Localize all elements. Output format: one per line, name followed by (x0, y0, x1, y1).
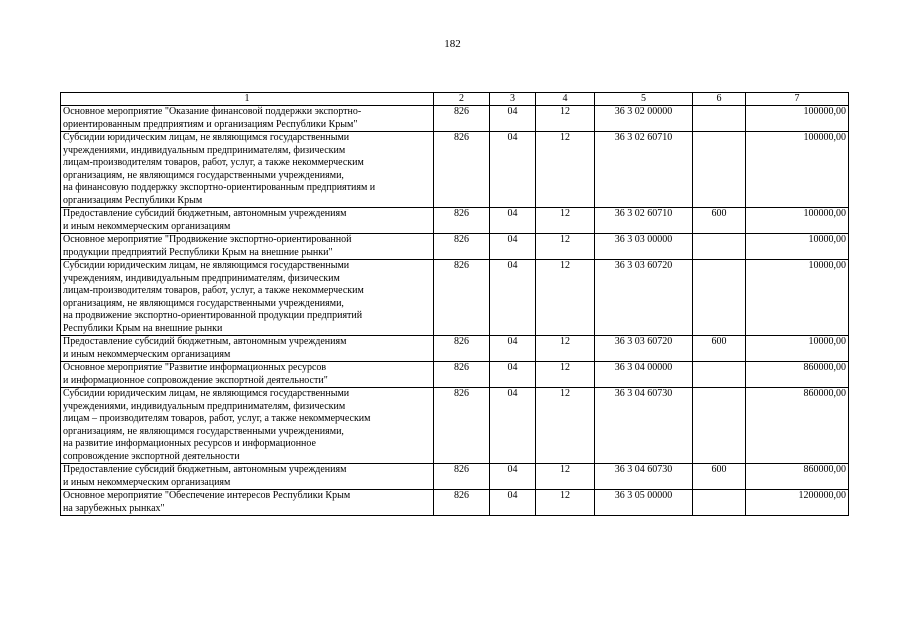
section-code-cell: 04 (490, 234, 536, 260)
amount-cell: 10000,00 (746, 336, 849, 362)
table-row (61, 234, 849, 260)
row-name-cell: Субсидии юридическим лицам, не являющимся государственными учреждениями, индивидуальным предпринимателям, физическим лицам – производителям товаров, работ, услуг, а также некоммерческим организациям, не являющимся государственными учреждениями, на развитие информационных ресурсов и информационное сопровождение экспортной деятельности (61, 388, 434, 464)
column-header: 7 (746, 93, 849, 106)
expense-type-cell (693, 490, 746, 516)
row-name-cell: Основное мероприятие "Продвижение экспортно-ориентированной продукции предприятий Республики Крым на внешние рынки" (61, 234, 434, 260)
page-number: 182 (444, 38, 461, 50)
table-row (61, 208, 849, 234)
ministry-code-cell: 826 (434, 490, 490, 516)
row-name-cell: Основное мероприятие "Обеспечение интересов Республики Крым на зарубежных рынках" (61, 490, 434, 516)
section-code-cell: 04 (490, 362, 536, 388)
row-name-cell: Предоставление субсидий бюджетным, автономным учреждениям и иным некоммерческим организациям (61, 208, 434, 234)
column-header: 6 (693, 93, 746, 106)
column-header: 3 (490, 93, 536, 106)
subsection-code-cell: 12 (536, 208, 595, 234)
ministry-code-cell: 826 (434, 464, 490, 490)
ministry-code-cell: 826 (434, 208, 490, 234)
subsection-code-cell: 12 (536, 388, 595, 464)
amount-cell: 860000,00 (746, 464, 849, 490)
amount-cell: 10000,00 (746, 260, 849, 336)
ministry-code-cell: 826 (434, 132, 490, 208)
target-article-cell: 36 3 03 60720 (595, 260, 693, 336)
target-article-cell: 36 3 04 00000 (595, 362, 693, 388)
subsection-code-cell: 12 (536, 234, 595, 260)
expense-type-cell: 600 (693, 208, 746, 234)
budget-table (60, 92, 849, 516)
row-name-cell: Предоставление субсидий бюджетным, автономным учреждениям и иным некоммерческим организациям (61, 464, 434, 490)
row-name-cell: Основное мероприятие "Развитие информационных ресурсов и информационное сопровождение экспортной деятельности" (61, 362, 434, 388)
target-article-cell: 36 3 04 60730 (595, 388, 693, 464)
row-name-cell: Субсидии юридическим лицам, не являющимся государственными учреждениям, индивидуальным предпринимателям, физическим лицам-производителям товаров, работ, услуг, а также некоммерческим организациям, не являющимся государственными учреждениями, на продвижение экспортно-ориентированной продукции предприятий Республики Крым на внешние рынки (61, 260, 434, 336)
expense-type-cell: 600 (693, 336, 746, 362)
section-code-cell: 04 (490, 388, 536, 464)
subsection-code-cell: 12 (536, 490, 595, 516)
row-name-cell: Предоставление субсидий бюджетным, автономным учреждениям и иным некоммерческим организациям (61, 336, 434, 362)
row-name-cell: Основное мероприятие "Оказание финансовой поддержки экспортно- ориентированным предприятиям и организациям Республики Крым" (61, 106, 434, 132)
amount-cell: 100000,00 (746, 208, 849, 234)
target-article-cell: 36 3 02 00000 (595, 106, 693, 132)
expense-type-cell (693, 234, 746, 260)
section-code-cell: 04 (490, 490, 536, 516)
table-header-row (61, 93, 849, 106)
column-header: 1 (61, 93, 434, 106)
amount-cell: 1200000,00 (746, 490, 849, 516)
section-code-cell: 04 (490, 260, 536, 336)
row-name-cell: Субсидии юридическим лицам, не являющимся государственными учреждениями, индивидуальным предпринимателям, физическим лицам-производителям товаров, работ, услуг, а также некоммерческим организациям, не являющимся государственными учреждениями, на финансовую поддержку экспортно-ориентированным предприятиям и организациям Республики Крым (61, 132, 434, 208)
expense-type-cell (693, 260, 746, 336)
target-article-cell: 36 3 03 60720 (595, 336, 693, 362)
section-code-cell: 04 (490, 464, 536, 490)
table-row (61, 336, 849, 362)
subsection-code-cell: 12 (536, 362, 595, 388)
subsection-code-cell: 12 (536, 260, 595, 336)
subsection-code-cell: 12 (536, 132, 595, 208)
expense-type-cell: 600 (693, 464, 746, 490)
amount-cell: 100000,00 (746, 132, 849, 208)
ministry-code-cell: 826 (434, 388, 490, 464)
ministry-code-cell: 826 (434, 260, 490, 336)
column-header: 2 (434, 93, 490, 106)
table-body (61, 106, 849, 516)
column-header: 5 (595, 93, 693, 106)
amount-cell: 860000,00 (746, 388, 849, 464)
expense-type-cell (693, 106, 746, 132)
amount-cell: 860000,00 (746, 362, 849, 388)
subsection-code-cell: 12 (536, 464, 595, 490)
ministry-code-cell: 826 (434, 336, 490, 362)
ministry-code-cell: 826 (434, 362, 490, 388)
target-article-cell: 36 3 03 00000 (595, 234, 693, 260)
section-code-cell: 04 (490, 132, 536, 208)
amount-cell: 10000,00 (746, 234, 849, 260)
table-row (61, 464, 849, 490)
table-row (61, 260, 849, 336)
expense-type-cell (693, 132, 746, 208)
table-row (61, 106, 849, 132)
column-header: 4 (536, 93, 595, 106)
target-article-cell: 36 3 02 60710 (595, 208, 693, 234)
table-row (61, 362, 849, 388)
expense-type-cell (693, 388, 746, 464)
amount-cell: 100000,00 (746, 106, 849, 132)
subsection-code-cell: 12 (536, 336, 595, 362)
section-code-cell: 04 (490, 336, 536, 362)
ministry-code-cell: 826 (434, 234, 490, 260)
section-code-cell: 04 (490, 106, 536, 132)
expense-type-cell (693, 362, 746, 388)
ministry-code-cell: 826 (434, 106, 490, 132)
target-article-cell: 36 3 02 60710 (595, 132, 693, 208)
subsection-code-cell: 12 (536, 106, 595, 132)
target-article-cell: 36 3 04 60730 (595, 464, 693, 490)
table-row (61, 490, 849, 516)
target-article-cell: 36 3 05 00000 (595, 490, 693, 516)
table-row (61, 132, 849, 208)
section-code-cell: 04 (490, 208, 536, 234)
table-row (61, 388, 849, 464)
